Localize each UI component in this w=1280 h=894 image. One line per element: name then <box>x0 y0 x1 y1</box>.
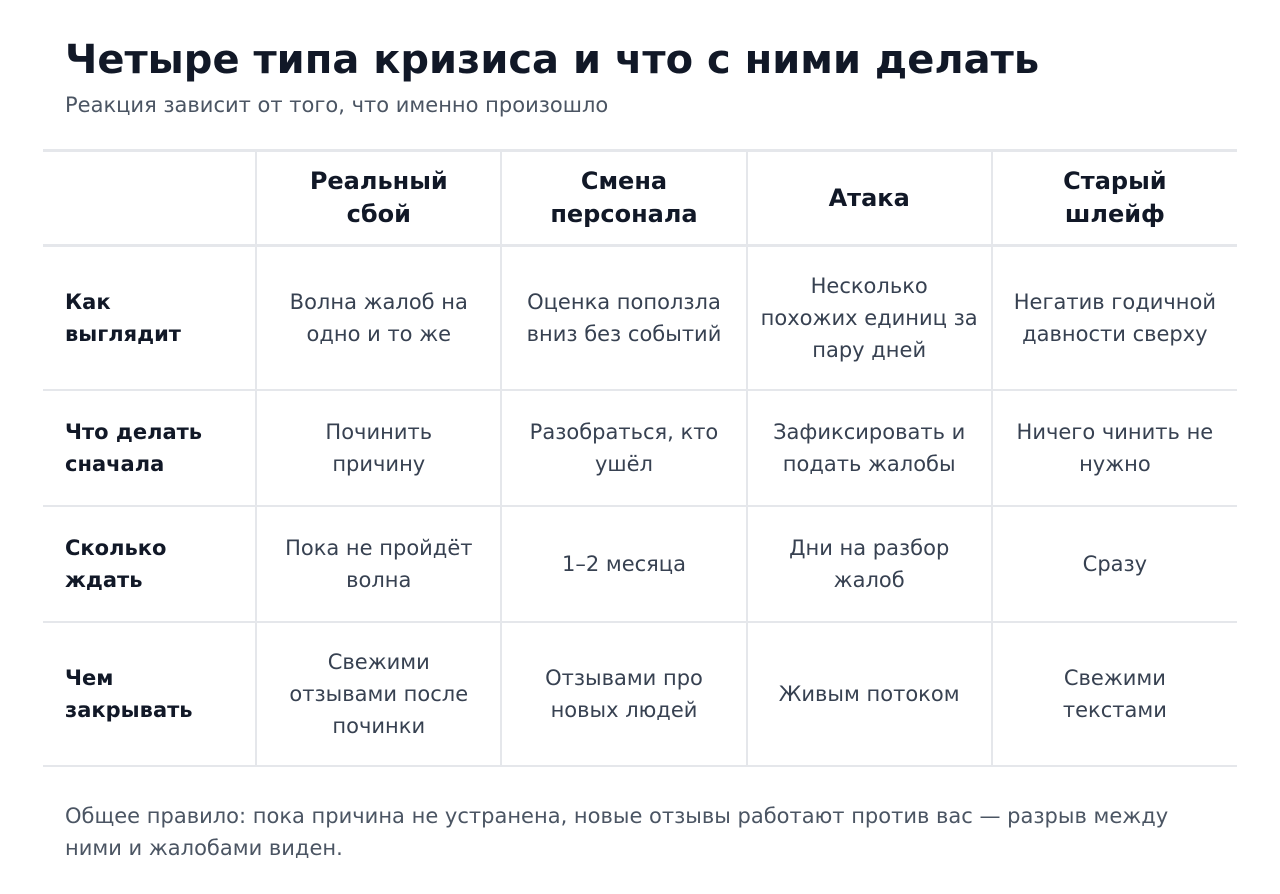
table-cell: Отзывами про новых людей <box>501 622 746 766</box>
table-cell: Негатив годичной давности сверху <box>992 246 1237 391</box>
table-cell: Разобраться, кто ушёл <box>501 390 746 506</box>
table-cell: Сразу <box>992 506 1237 622</box>
table-cell: Живым потоком <box>747 622 992 766</box>
row-header: Сколько ждать <box>43 506 256 622</box>
table-header-row <box>43 151 1237 246</box>
row-header: Что делать сначала <box>43 390 256 506</box>
table-row <box>43 390 1237 506</box>
page-subtitle: Реакция зависит от того, что именно произошло <box>65 93 609 117</box>
table-cell: 1–2 месяца <box>501 506 746 622</box>
column-header: Старый шлейф <box>992 151 1237 246</box>
page-title: Четыре типа кризиса и что с ними делать <box>65 37 1040 83</box>
table-corner-cell <box>43 151 256 246</box>
column-header: Смена персонала <box>501 151 746 246</box>
table-cell: Свежими текстами <box>992 622 1237 766</box>
table-cell: Несколько похожих единиц за пару дней <box>747 246 992 391</box>
table-row <box>43 246 1237 391</box>
table-cell: Ничего чинить не нужно <box>992 390 1237 506</box>
table-cell: Свежими отзывами после починки <box>256 622 501 766</box>
table-cell: Дни на разбор жалоб <box>747 506 992 622</box>
table-cell: Пока не пройдёт волна <box>256 506 501 622</box>
table-cell: Починить причину <box>256 390 501 506</box>
row-header: Чем закрывать <box>43 622 256 766</box>
row-header: Как выглядит <box>43 246 256 391</box>
table-cell: Зафиксировать и подать жалобы <box>747 390 992 506</box>
column-header: Атака <box>747 151 992 246</box>
footnote: Общее правило: пока причина не устранена, новые отзывы работают против вас — разрыв между ними и жалобами виден. <box>65 804 1169 860</box>
table-cell: Оценка поползла вниз без событий <box>501 246 746 391</box>
column-header: Реальный сбой <box>256 151 501 246</box>
table-row <box>43 622 1237 766</box>
table-cell: Волна жалоб на одно и то же <box>256 246 501 391</box>
table-row <box>43 506 1237 622</box>
crisis-table <box>43 149 1237 767</box>
